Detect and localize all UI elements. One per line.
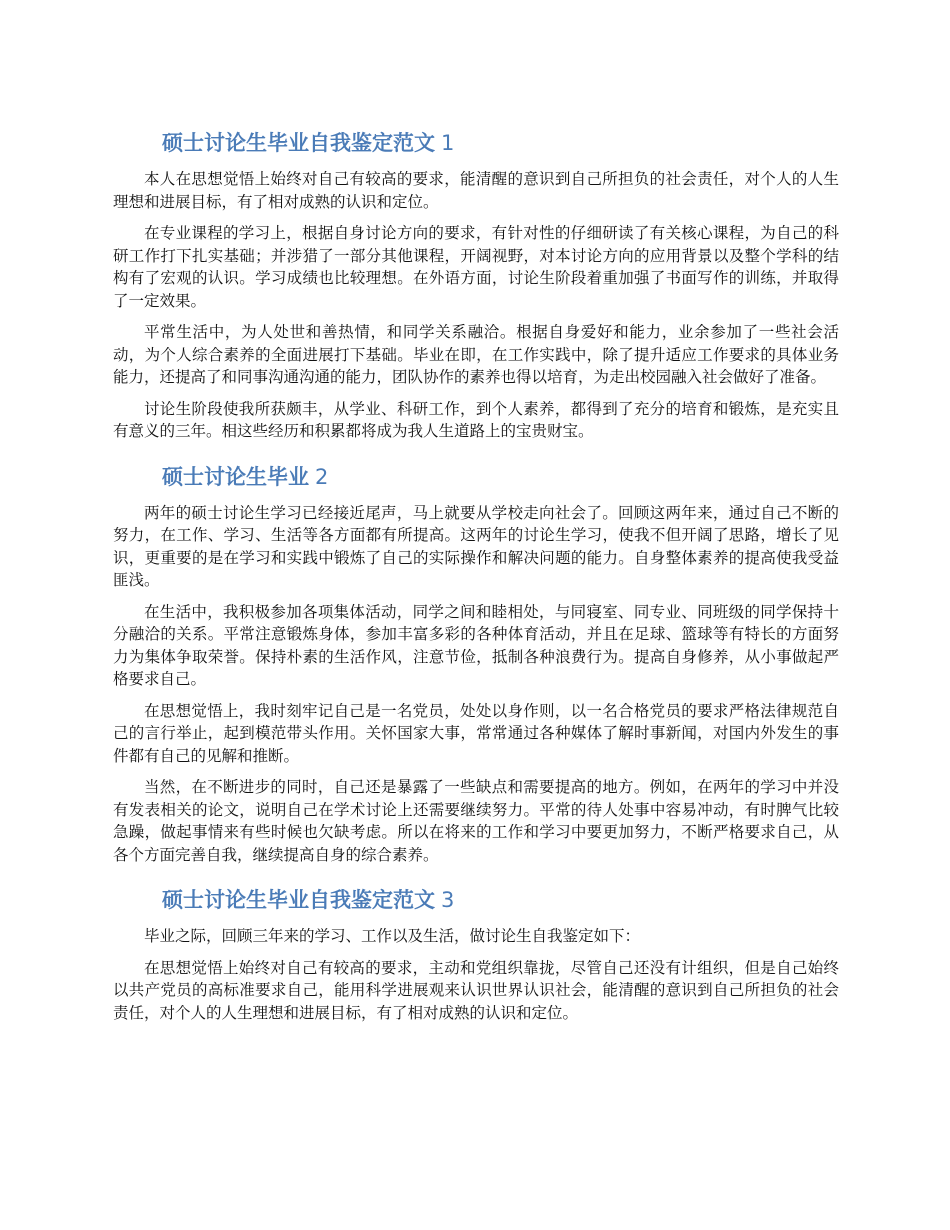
paragraph: 讨论生阶段使我所获颇丰，从学业、科研工作，到个人素养，都得到了充分的培育和锻炼，是充实且有意义的三年。相这些经历和积累都将成为我人生道路上的宝贵财宝。	[113, 399, 839, 440]
paragraph: 在专业课程的学习上，根据自身讨论方向的要求，有针对性的仔细研读了有关核心课程，为自己的科研工作打下扎实基础；并涉猎了一部分其他课程，开阔视野，对本讨论方向的应用背景以及整个学科的结构有了宏观的认识。学习成绩也比较理想。在外语方面，讨论生阶段着重加强了书面写作的训练，并取得了一定效果。	[113, 224, 839, 310]
paragraph: 两年的硕士讨论生学习已经接近尾声，马上就要从学校走向社会了。回顾这两年来，通过自己不断的努力，在工作、学习、生活等各方面都有所提高。这两年的讨论生学习，使我不但开阔了思路，增长了见识，更重要的是在学习和实践中锻炼了自己的实际操作和解决问题的能力。自身整体素养的提高使我受益匪浅。	[113, 503, 839, 589]
paragraph: 在思想觉悟上始终对自己有较高的要求，主动和党组织靠拢，尽管自己还没有计组织，但是自己始终以共产党员的高标准要求自己，能用科学进展观来认识世界认识社会，能清醒的意识到自己所担负的社会责任，对个人的人生理想和进展目标，有了相对成熟的认识和定位。	[113, 958, 839, 1022]
section-title: 硕士讨论生毕业自我鉴定范文	[162, 888, 435, 912]
paragraph: 本人在思想觉悟上始终对自己有较高的要求，能清醒的意识到自己所担负的社会责任，对个人的人生理想和进展目标，有了相对成熟的认识和定位。	[113, 170, 839, 211]
section-number: 2	[315, 464, 329, 489]
section-number: 1	[441, 131, 455, 155]
section-title: 硕士讨论生毕业	[162, 464, 309, 489]
section-heading-2	[113, 452, 839, 502]
section-number: 3	[441, 888, 455, 912]
paragraph: 在生活中，我积极参加各项集体活动，同学之间和睦相处，与同寝室、同专业、同班级的同学保持十分融洽的关系。平常注意锻炼身体，参加丰富多彩的各种体育活动，并且在足球、篮球等有特长的方面努力为集体争取荣誉。保持朴素的生活作风，注意节俭，抵制各种浪费行为。提高自身修养，从小事做起严格要求自己。	[113, 602, 839, 688]
paragraph: 毕业之际，回顾三年来的学习、工作以及生活，做讨论生自我鉴定如下：	[144, 927, 641, 945]
paragraph: 在思想觉悟上，我时刻牢记自己是一名党员，处处以身作则，以一名合格党员的要求严格法律规范自己的言行举止，起到模范带头作用。关怀国家大事，常常通过各种媒体了解时事新闻，对国内外发生的事件都有自己的见解和推断。	[113, 701, 839, 765]
document-page	[113, 118, 839, 1033]
section-heading-1	[113, 118, 839, 168]
paragraph: 当然，在不断进步的同时，自己还是暴露了一些缺点和需要提高的地方。例如，在两年的学习中并没有发表相关的论文，说明自己在学术讨论上还需要继续努力。平常的待人处事中容易冲动，有时脾气比较急躁，做起事情来有些时候也欠缺考虑。所以在将来的工作和学习中要更加努力，不断严格要求自己，从各个方面完善自我，继续提高自身的综合素养。	[113, 778, 839, 864]
section-title: 硕士讨论生毕业自我鉴定范文	[162, 131, 435, 155]
section-heading-3	[113, 875, 839, 925]
paragraph: 平常生活中，为人处世和善热情，和同学关系融洽。根据自身爱好和能力，业余参加了一些社会活动，为个人综合素养的全面进展打下基础。毕业在即，在工作实践中，除了提升适应工作要求的具体业务能力，还提高了和同事沟通沟通的能力，团队协作的素养也得以培育，为走出校园融入社会做好了准备。	[113, 323, 839, 386]
